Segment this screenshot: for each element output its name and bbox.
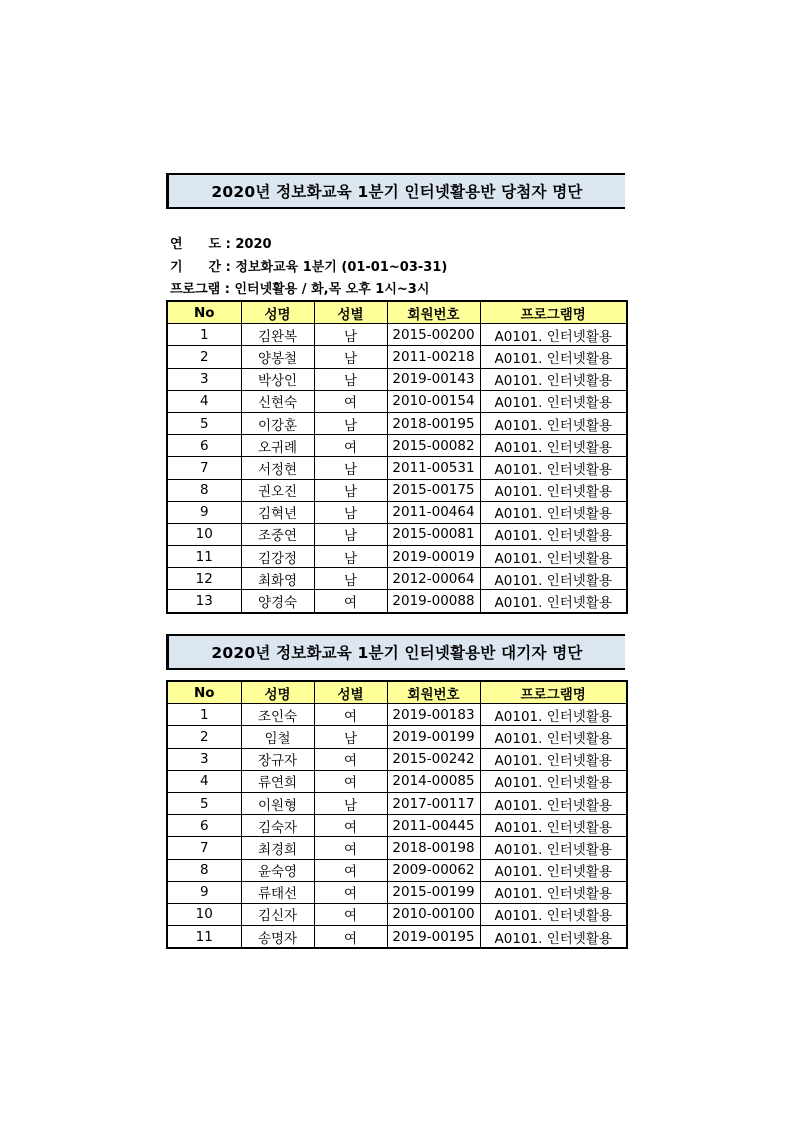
header-program: 프로그램명 bbox=[480, 681, 627, 704]
cell-name: 최경희 bbox=[241, 837, 314, 859]
cell-program: A0101. 인터넷활용 bbox=[480, 859, 627, 881]
cell-program: A0101. 인터넷활용 bbox=[480, 590, 627, 613]
cell-program: A0101. 인터넷활용 bbox=[480, 390, 627, 412]
cell-program: A0101. 인터넷활용 bbox=[480, 324, 627, 346]
cell-program: A0101. 인터넷활용 bbox=[480, 435, 627, 457]
table-row bbox=[167, 457, 627, 479]
table-row bbox=[167, 926, 627, 949]
header-name: 성명 bbox=[241, 301, 314, 324]
table-row bbox=[167, 770, 627, 792]
info-year-label: 연 도 bbox=[170, 237, 222, 252]
cell-gender: 여 bbox=[314, 859, 387, 881]
cell-member-id: 2009-00062 bbox=[387, 859, 480, 881]
cell-no: 8 bbox=[167, 859, 241, 881]
cell-member-id: 2019-00143 bbox=[387, 368, 480, 390]
info-period bbox=[170, 258, 447, 278]
table-row bbox=[167, 859, 627, 881]
cell-name: 서정현 bbox=[241, 457, 314, 479]
cell-member-id: 2011-00464 bbox=[387, 501, 480, 523]
table-row bbox=[167, 792, 627, 814]
header-no: No bbox=[167, 681, 241, 704]
header-gender: 성별 bbox=[314, 681, 387, 704]
cell-gender: 남 bbox=[314, 568, 387, 590]
header-member-id: 회원번호 bbox=[387, 681, 480, 704]
cell-program: A0101. 인터넷활용 bbox=[480, 770, 627, 792]
cell-no: 3 bbox=[167, 748, 241, 770]
cell-name: 김완복 bbox=[241, 324, 314, 346]
waitlist-title: 2020년 정보화교육 1분기 인터넷활용반 대기자 명단 bbox=[166, 634, 625, 670]
cell-gender: 여 bbox=[314, 590, 387, 613]
cell-no: 10 bbox=[167, 903, 241, 925]
cell-program: A0101. 인터넷활용 bbox=[480, 368, 627, 390]
cell-gender: 여 bbox=[314, 881, 387, 903]
table-row bbox=[167, 346, 627, 368]
cell-name: 오귀례 bbox=[241, 435, 314, 457]
cell-no: 4 bbox=[167, 390, 241, 412]
info-program-value: : 인터넷활용 / 화,목 오후 1시~3시 bbox=[224, 282, 430, 297]
header-name: 성명 bbox=[241, 681, 314, 704]
cell-program: A0101. 인터넷활용 bbox=[480, 346, 627, 368]
cell-no: 5 bbox=[167, 792, 241, 814]
cell-member-id: 2019-00088 bbox=[387, 590, 480, 613]
header-gender: 성별 bbox=[314, 301, 387, 324]
table-row bbox=[167, 837, 627, 859]
cell-gender: 여 bbox=[314, 770, 387, 792]
cell-program: A0101. 인터넷활용 bbox=[480, 926, 627, 949]
cell-program: A0101. 인터넷활용 bbox=[480, 412, 627, 434]
cell-program: A0101. 인터넷활용 bbox=[480, 568, 627, 590]
cell-member-id: 2015-00199 bbox=[387, 881, 480, 903]
cell-member-id: 2011-00445 bbox=[387, 815, 480, 837]
cell-gender: 여 bbox=[314, 926, 387, 949]
cell-member-id: 2017-00117 bbox=[387, 792, 480, 814]
info-program-label: 프로그램 bbox=[170, 282, 221, 297]
cell-gender: 남 bbox=[314, 792, 387, 814]
cell-gender: 남 bbox=[314, 368, 387, 390]
cell-no: 1 bbox=[167, 704, 241, 726]
header-program: 프로그램명 bbox=[480, 301, 627, 324]
cell-program: A0101. 인터넷활용 bbox=[480, 457, 627, 479]
cell-no: 13 bbox=[167, 590, 241, 613]
cell-program: A0101. 인터넷활용 bbox=[480, 704, 627, 726]
cell-gender: 남 bbox=[314, 726, 387, 748]
cell-no: 1 bbox=[167, 324, 241, 346]
cell-program: A0101. 인터넷활용 bbox=[480, 837, 627, 859]
cell-member-id: 2015-00081 bbox=[387, 523, 480, 545]
cell-name: 박상인 bbox=[241, 368, 314, 390]
cell-gender: 남 bbox=[314, 546, 387, 568]
info-period-label: 기 간 bbox=[170, 260, 222, 275]
table-row bbox=[167, 726, 627, 748]
cell-no: 5 bbox=[167, 412, 241, 434]
cell-member-id: 2019-00195 bbox=[387, 926, 480, 949]
cell-gender: 남 bbox=[314, 412, 387, 434]
cell-name: 김혁년 bbox=[241, 501, 314, 523]
table-row bbox=[167, 523, 627, 545]
cell-name: 조중연 bbox=[241, 523, 314, 545]
winners-header-row bbox=[167, 301, 627, 324]
cell-gender: 여 bbox=[314, 815, 387, 837]
cell-member-id: 2015-00242 bbox=[387, 748, 480, 770]
cell-name: 장규자 bbox=[241, 748, 314, 770]
table-row bbox=[167, 748, 627, 770]
cell-gender: 여 bbox=[314, 903, 387, 925]
cell-member-id: 2019-00019 bbox=[387, 546, 480, 568]
cell-member-id: 2019-00199 bbox=[387, 726, 480, 748]
cell-gender: 여 bbox=[314, 390, 387, 412]
cell-no: 11 bbox=[167, 546, 241, 568]
cell-gender: 남 bbox=[314, 523, 387, 545]
cell-name: 조인숙 bbox=[241, 704, 314, 726]
cell-no: 9 bbox=[167, 881, 241, 903]
cell-program: A0101. 인터넷활용 bbox=[480, 792, 627, 814]
waitlist-header-row bbox=[167, 681, 627, 704]
cell-program: A0101. 인터넷활용 bbox=[480, 726, 627, 748]
cell-name: 양경숙 bbox=[241, 590, 314, 613]
table-row bbox=[167, 390, 627, 412]
cell-no: 4 bbox=[167, 770, 241, 792]
cell-member-id: 2015-00082 bbox=[387, 435, 480, 457]
cell-member-id: 2018-00195 bbox=[387, 412, 480, 434]
cell-name: 이원형 bbox=[241, 792, 314, 814]
cell-no: 12 bbox=[167, 568, 241, 590]
cell-member-id: 2015-00175 bbox=[387, 479, 480, 501]
cell-no: 7 bbox=[167, 457, 241, 479]
cell-no: 11 bbox=[167, 926, 241, 949]
table-row bbox=[167, 479, 627, 501]
cell-member-id: 2011-00218 bbox=[387, 346, 480, 368]
cell-program: A0101. 인터넷활용 bbox=[480, 748, 627, 770]
cell-name: 류연희 bbox=[241, 770, 314, 792]
table-row bbox=[167, 324, 627, 346]
cell-gender: 여 bbox=[314, 704, 387, 726]
cell-name: 이강훈 bbox=[241, 412, 314, 434]
cell-no: 6 bbox=[167, 815, 241, 837]
cell-no: 7 bbox=[167, 837, 241, 859]
cell-gender: 남 bbox=[314, 479, 387, 501]
cell-name: 윤숙영 bbox=[241, 859, 314, 881]
cell-program: A0101. 인터넷활용 bbox=[480, 546, 627, 568]
cell-member-id: 2015-00200 bbox=[387, 324, 480, 346]
cell-name: 신현숙 bbox=[241, 390, 314, 412]
info-period-value: : 정보화교육 1분기 (01-01~03-31) bbox=[225, 260, 448, 275]
cell-program: A0101. 인터넷활용 bbox=[480, 523, 627, 545]
cell-no: 2 bbox=[167, 726, 241, 748]
cell-program: A0101. 인터넷활용 bbox=[480, 501, 627, 523]
table-row bbox=[167, 881, 627, 903]
cell-gender: 남 bbox=[314, 346, 387, 368]
table-row bbox=[167, 704, 627, 726]
cell-name: 송명자 bbox=[241, 926, 314, 949]
waitlist-table bbox=[166, 680, 628, 949]
cell-program: A0101. 인터넷활용 bbox=[480, 479, 627, 501]
table-row bbox=[167, 368, 627, 390]
cell-gender: 남 bbox=[314, 501, 387, 523]
info-program bbox=[170, 280, 429, 300]
cell-member-id: 2014-00085 bbox=[387, 770, 480, 792]
cell-gender: 여 bbox=[314, 837, 387, 859]
winners-table bbox=[166, 300, 628, 614]
winners-title: 2020년 정보화교육 1분기 인터넷활용반 당첨자 명단 bbox=[166, 173, 625, 209]
cell-name: 최화영 bbox=[241, 568, 314, 590]
cell-member-id: 2018-00198 bbox=[387, 837, 480, 859]
table-row bbox=[167, 590, 627, 613]
table-row bbox=[167, 568, 627, 590]
table-row bbox=[167, 815, 627, 837]
cell-no: 9 bbox=[167, 501, 241, 523]
cell-program: A0101. 인터넷활용 bbox=[480, 903, 627, 925]
info-year bbox=[170, 235, 272, 255]
table-row bbox=[167, 546, 627, 568]
table-row bbox=[167, 501, 627, 523]
cell-name: 류태선 bbox=[241, 881, 314, 903]
cell-name: 양봉철 bbox=[241, 346, 314, 368]
cell-no: 3 bbox=[167, 368, 241, 390]
cell-gender: 여 bbox=[314, 748, 387, 770]
cell-no: 2 bbox=[167, 346, 241, 368]
cell-name: 임철 bbox=[241, 726, 314, 748]
cell-name: 김신자 bbox=[241, 903, 314, 925]
cell-member-id: 2010-00154 bbox=[387, 390, 480, 412]
cell-gender: 여 bbox=[314, 435, 387, 457]
table-row bbox=[167, 435, 627, 457]
cell-member-id: 2012-00064 bbox=[387, 568, 480, 590]
cell-no: 10 bbox=[167, 523, 241, 545]
cell-program: A0101. 인터넷활용 bbox=[480, 815, 627, 837]
table-row bbox=[167, 412, 627, 434]
header-member-id: 회원번호 bbox=[387, 301, 480, 324]
cell-name: 김강정 bbox=[241, 546, 314, 568]
info-year-value: : 2020 bbox=[225, 237, 272, 252]
cell-member-id: 2011-00531 bbox=[387, 457, 480, 479]
cell-gender: 남 bbox=[314, 457, 387, 479]
cell-name: 권오진 bbox=[241, 479, 314, 501]
cell-gender: 남 bbox=[314, 324, 387, 346]
cell-no: 8 bbox=[167, 479, 241, 501]
cell-no: 6 bbox=[167, 435, 241, 457]
cell-program: A0101. 인터넷활용 bbox=[480, 881, 627, 903]
cell-member-id: 2010-00100 bbox=[387, 903, 480, 925]
table-row bbox=[167, 903, 627, 925]
cell-member-id: 2019-00183 bbox=[387, 704, 480, 726]
header-no: No bbox=[167, 301, 241, 324]
cell-name: 김숙자 bbox=[241, 815, 314, 837]
